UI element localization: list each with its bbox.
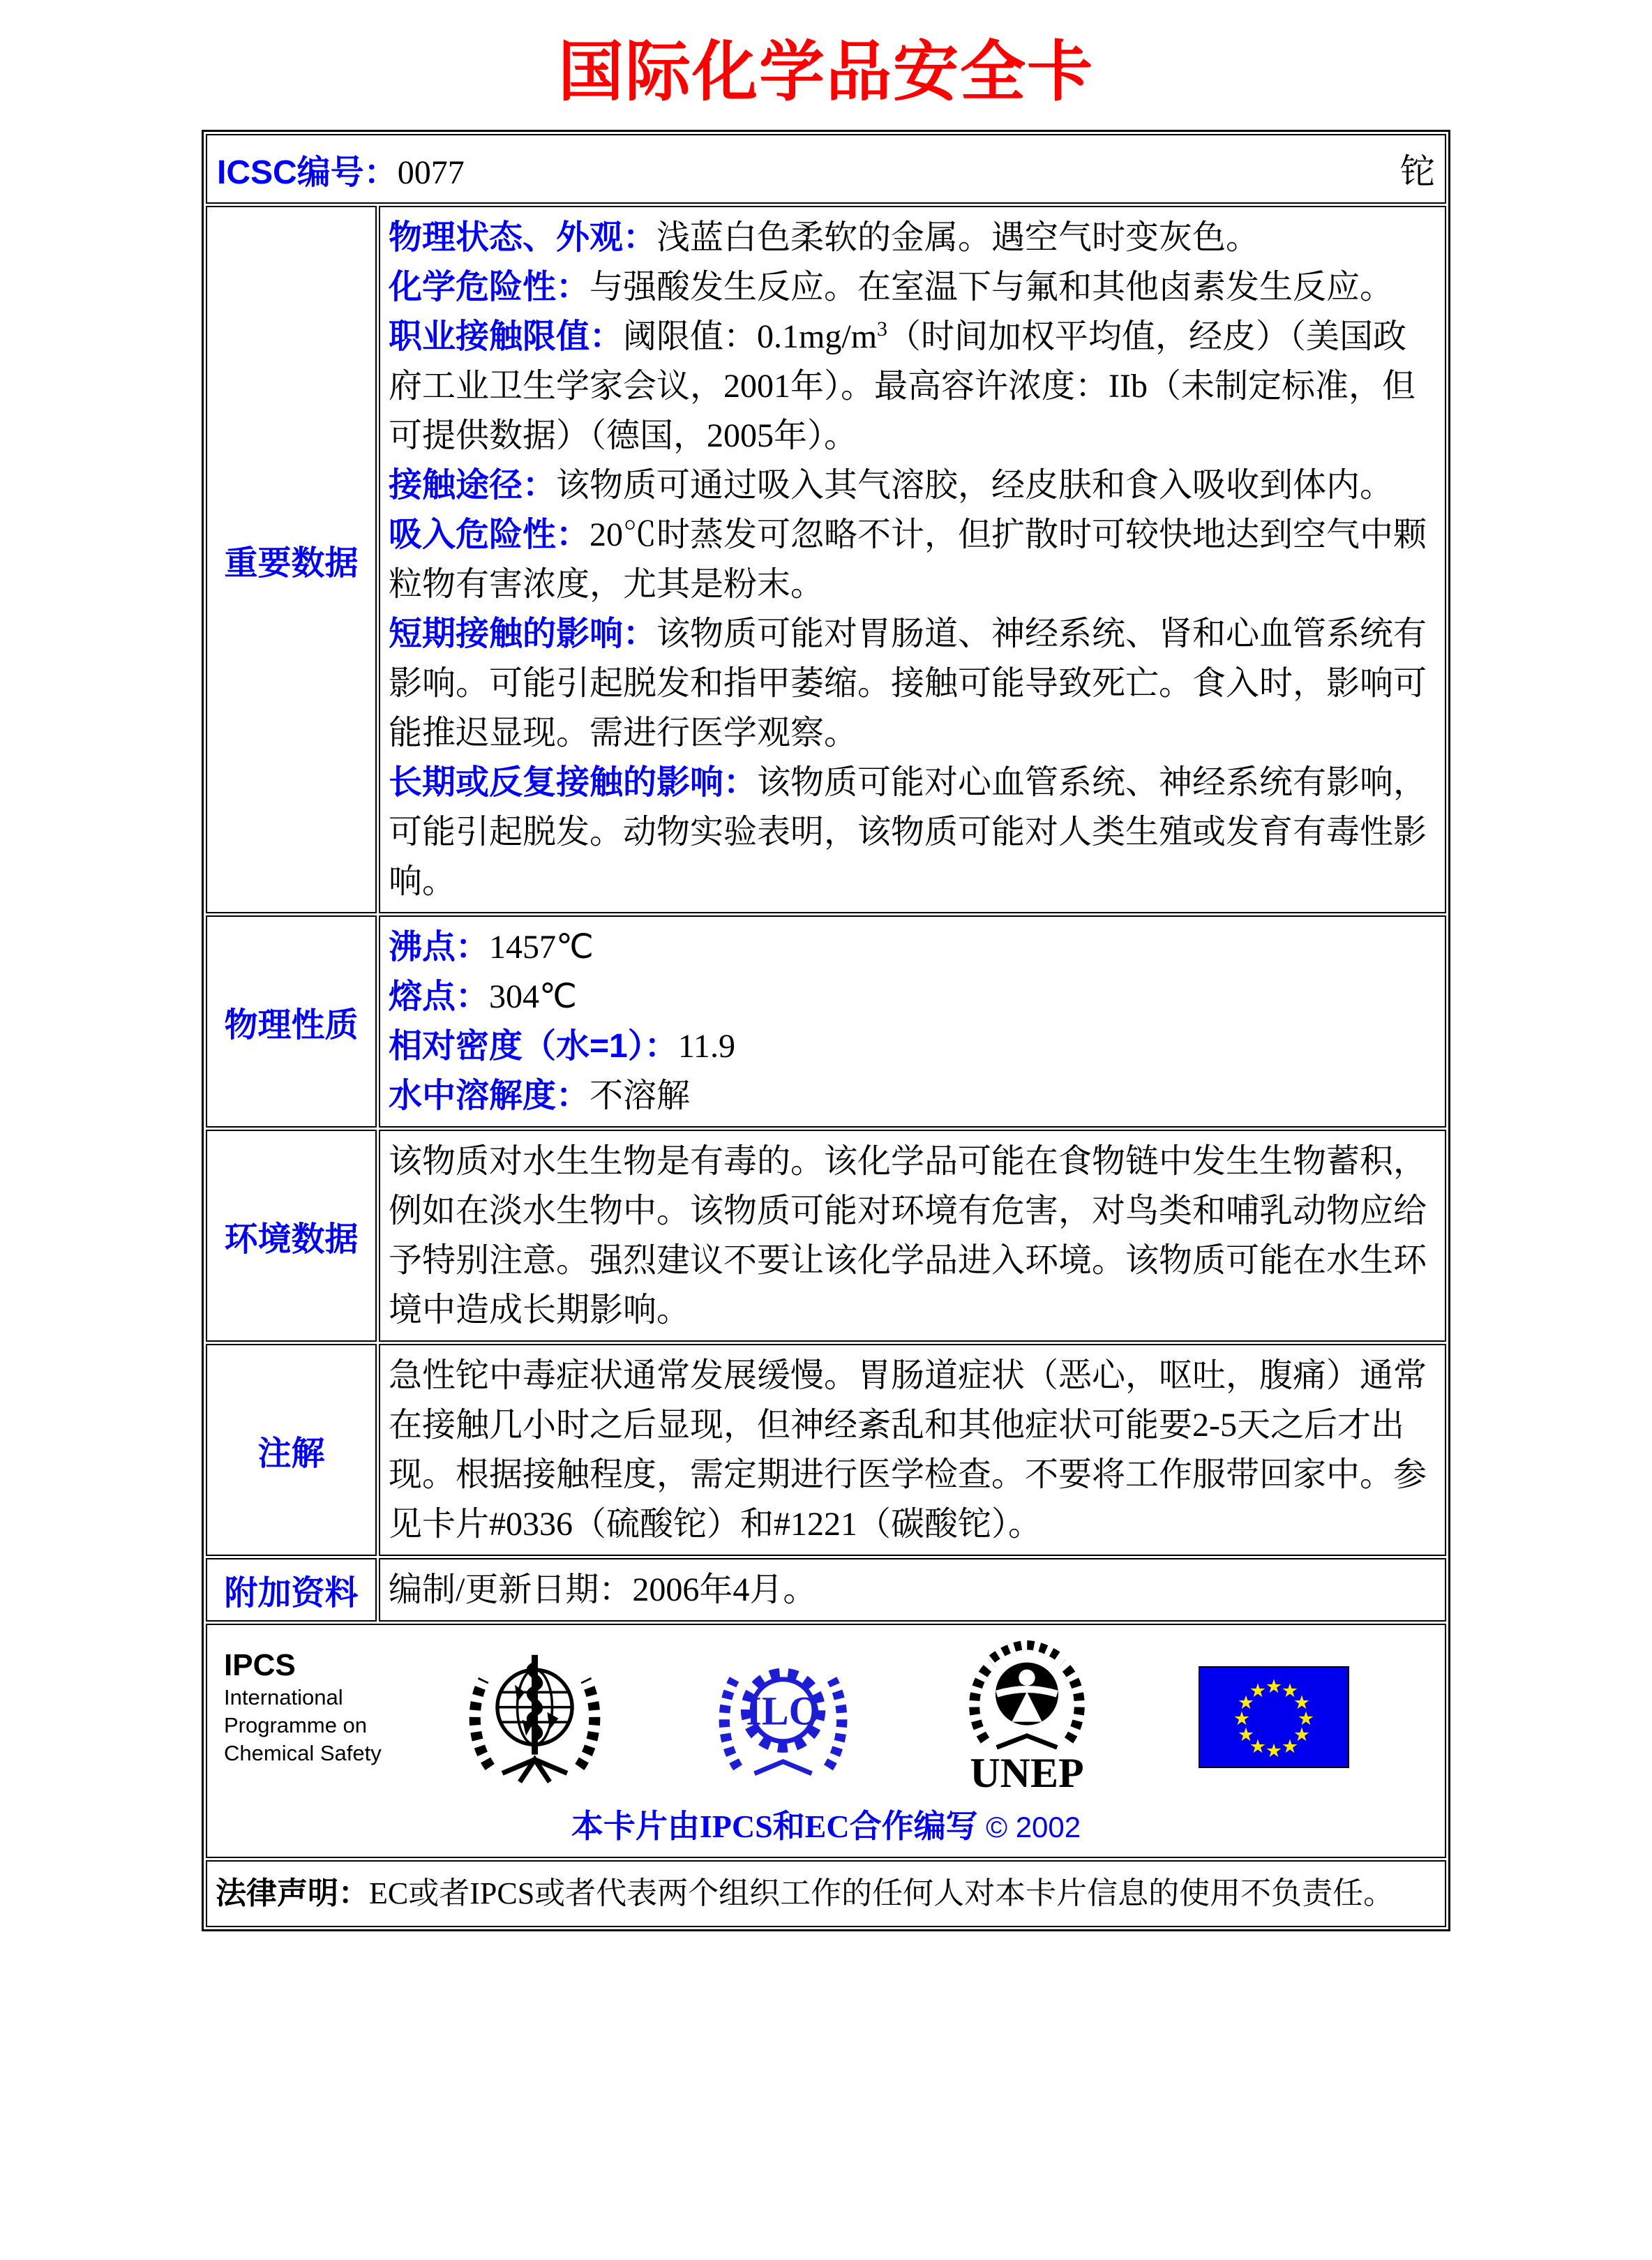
logo-strip [409, 1638, 1428, 1797]
superscript: 3 [877, 317, 888, 341]
svg-text:★: ★ [1249, 1736, 1266, 1758]
card-header-body [206, 134, 1446, 204]
section-row-environmental-data [206, 1130, 1446, 1342]
footer-caption [224, 1801, 1428, 1847]
card-header-row [206, 134, 1446, 204]
paragraph [389, 1022, 1436, 1071]
svg-text:★: ★ [1293, 1692, 1310, 1714]
field-text: 编制/更新日期：2006年4月。 [389, 1571, 817, 1608]
icsc-number-value: 0077 [397, 154, 465, 191]
field-label: 接触途径： [389, 467, 557, 504]
legal-label: 法律声明： [216, 1876, 369, 1910]
field-text: 该物质对水生生物是有毒的。该化学品可能在食物链中发生生物蓄积，例如在淡水生物中。该物质可能对环境有危害，对鸟类和哺乳动物应给予特别注意。强烈建议不要让该化学品进入环境。该物质可能在水生环境中造成长期影响。 [389, 1143, 1427, 1329]
legal-row [206, 1860, 1446, 1927]
field-label: 熔点： [389, 978, 490, 1015]
field-text: 不溶解 [590, 1077, 691, 1114]
ilo-logo-icon [712, 1649, 855, 1786]
field-text: 阈限值：0.1mg/m [623, 318, 878, 355]
ipcs-title: IPCS [224, 1648, 296, 1682]
section-content-important-data [379, 206, 1446, 913]
ipcs-line-3: Chemical Safety [224, 1741, 382, 1765]
paragraph [389, 510, 1436, 609]
paragraph [389, 758, 1436, 906]
footer-caption-text: 本卡片由IPCS和EC合作编写 [571, 1809, 978, 1844]
section-label-additional-info: 附加资料 [206, 1558, 377, 1622]
section-label-physical-properties: 物理性质 [206, 915, 377, 1128]
chemical-name: 铊 [1400, 152, 1435, 191]
svg-text:★: ★ [1281, 1680, 1298, 1702]
paragraph [389, 922, 1436, 972]
section-row-important-data [206, 206, 1446, 913]
field-label: 吸入危险性： [389, 516, 590, 553]
paragraph [389, 1565, 1436, 1615]
field-text: 与强酸发生反应。在室温下与氟和其他卤素发生反应。 [590, 269, 1394, 306]
section-label-environmental-data: 环境数据 [206, 1130, 377, 1342]
section-content-environmental-data [379, 1130, 1446, 1342]
section-label-important-data: 重要数据 [206, 206, 377, 913]
svg-text:★: ★ [1237, 1724, 1254, 1746]
legal-text: EC或者IPCS或者代表两个组织工作的任何人对本卡片信息的使用不负责任。 [369, 1876, 1395, 1910]
section-label-notes: 注解 [206, 1344, 377, 1556]
svg-text:ILO: ILO [746, 1688, 821, 1734]
section-row-physical-properties [206, 915, 1446, 1128]
section-content-physical-properties [379, 915, 1446, 1128]
section-content-notes [379, 1344, 1446, 1556]
card-footer-body [206, 1624, 1446, 1927]
paragraph [389, 972, 1436, 1022]
svg-text:★: ★ [1265, 1740, 1282, 1762]
unep-logo-icon [957, 1638, 1097, 1797]
paragraph [389, 262, 1436, 312]
svg-text:★: ★ [1265, 1676, 1282, 1698]
ipcs-block [224, 1638, 409, 1767]
paragraph [389, 312, 1436, 461]
svg-text:UNEP: UNEP [969, 1750, 1084, 1796]
footer-copyright: © 2002 [986, 1811, 1081, 1843]
ipcs-line-2: Programme on [224, 1713, 368, 1737]
who-logo-icon [460, 1647, 610, 1787]
paragraph [389, 461, 1436, 510]
field-text: 浅蓝白色柔软的金属。遇空气时变灰色。 [656, 219, 1260, 256]
icsc-card-table [202, 130, 1450, 1931]
card-sections-body [206, 206, 1446, 1622]
field-label: 相对密度（水=1）： [389, 1028, 678, 1065]
icsc-number [217, 145, 465, 193]
field-text: 304℃ [489, 978, 577, 1015]
page-title: 国际化学品安全卡 [557, 36, 1094, 109]
section-row-notes [206, 1344, 1446, 1556]
field-text: 20℃时蒸发可忽略不计，但扩散时可较快地达到空气中颗粒物有害浓度，尤其是粉末。 [389, 516, 1427, 603]
paragraph [389, 1351, 1436, 1549]
field-label: 职业接触限值： [389, 318, 624, 355]
svg-text:★: ★ [1249, 1680, 1266, 1702]
field-text: 11.9 [677, 1028, 735, 1065]
field-label: 化学危险性： [389, 269, 590, 306]
svg-text:★: ★ [1293, 1724, 1310, 1746]
logos-cell [206, 1624, 1446, 1858]
field-label: 水中溶解度： [389, 1077, 590, 1114]
section-row-additional-info [206, 1558, 1446, 1622]
paragraph [389, 1137, 1436, 1335]
field-label: 物理状态、外观： [389, 219, 657, 256]
eu-flag-icon [1199, 1666, 1349, 1768]
field-text: 该物质可通过吸入其气溶胶，经皮肤和食入吸收到体内。 [556, 467, 1394, 504]
card-header-cell [206, 134, 1446, 204]
field-label: 沸点： [389, 929, 490, 966]
svg-text:★: ★ [1281, 1736, 1298, 1758]
field-text: 该物质可能对心血管系统、神经系统有影响，可能引起脱发。动物实验表明，该物质可能对人类生殖或发育有毒性影响。 [389, 764, 1427, 900]
legal-cell [206, 1860, 1446, 1927]
svg-text:★: ★ [1233, 1708, 1250, 1730]
icsc-number-label: ICSC编号： [217, 154, 398, 191]
svg-text:★: ★ [1237, 1692, 1254, 1714]
field-label: 长期或反复接触的影响： [389, 764, 758, 801]
field-label: 短期接触的影响： [389, 615, 657, 652]
section-content-additional-info [379, 1558, 1446, 1622]
paragraph [389, 609, 1436, 758]
logos-row [206, 1624, 1446, 1858]
field-text: 急性铊中毒症状通常发展缓慢。胃肠道症状（恶心，呕吐，腹痛）通常在接触几小时之后显现，但神经紊乱和其他症状可能要2-5天之后才出现。根据接触程度，需定期进行医学检查。不要将工作服带回家中。参见卡片#0336（硫酸铊）和#1221（碳酸铊）。 [389, 1357, 1427, 1543]
field-text: 1457℃ [489, 929, 594, 966]
paragraph [389, 213, 1436, 262]
svg-text:★: ★ [1297, 1708, 1314, 1730]
field-text: 该物质可能对胃肠道、神经系统、肾和心血管系统有影响。可能引起脱发和指甲萎缩。接触可能导致死亡。食入时，影响可能推迟显现。需进行医学观察。 [389, 615, 1427, 751]
field-text: （时间加权平均值，经皮）（美国政府工业卫生学家会议，2001年）。最高容许浓度：IIb（未制定标准，但可提供数据）（德国，2005年）。 [389, 318, 1416, 454]
paragraph [389, 1071, 1436, 1121]
icsc-card-page [0, 36, 1652, 2260]
ipcs-line-1: International [224, 1685, 343, 1709]
